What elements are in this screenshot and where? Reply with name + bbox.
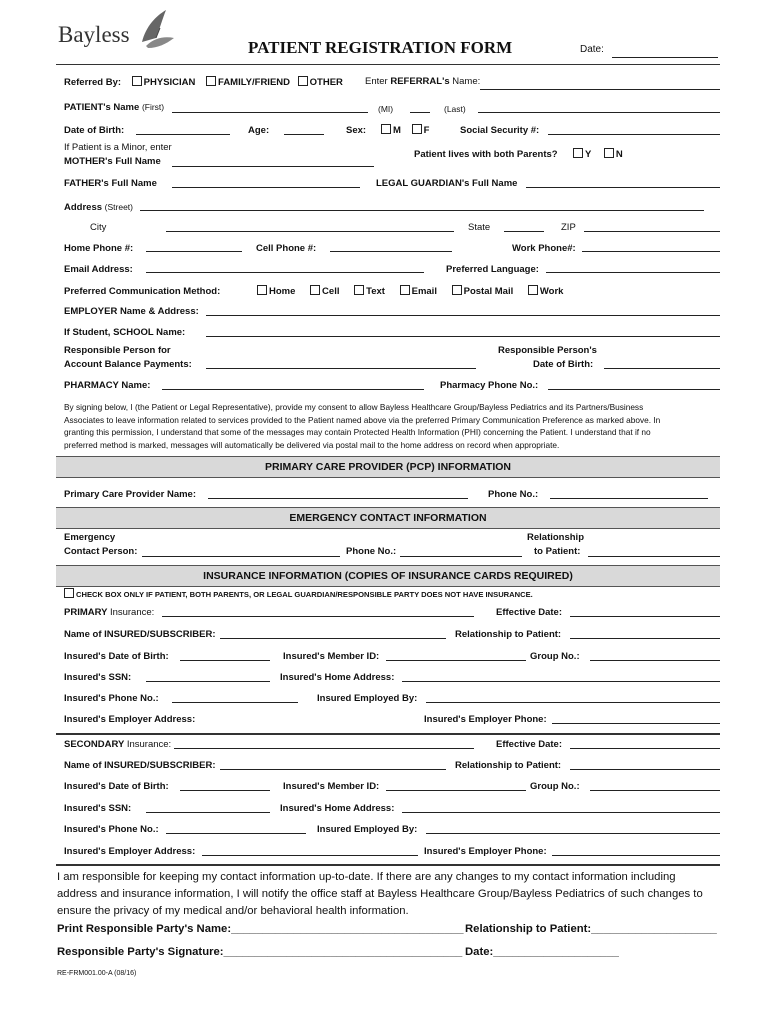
checkbox-icon[interactable]: [354, 285, 364, 295]
primary-insured-phone-label: Insured's Phone No.:: [64, 693, 159, 704]
emergency-phone-field[interactable]: [400, 556, 522, 557]
primary-insured-dob-field[interactable]: [180, 660, 270, 661]
zip-field[interactable]: [584, 231, 720, 232]
secondary-employer-address-field[interactable]: [202, 855, 418, 856]
mother-name-field[interactable]: [172, 166, 374, 167]
language-field[interactable]: [546, 272, 720, 273]
primary-group-label: Group No.:: [530, 651, 580, 662]
no-insurance-row: [64, 588, 533, 599]
secondary-relationship-label: Relationship to Patient:: [455, 760, 562, 771]
minor-label: If Patient is a Minor, enter: [64, 142, 172, 153]
primary-effective-label: Effective Date:: [496, 607, 562, 618]
checkbox-icon[interactable]: [452, 285, 462, 295]
primary-member-id-field[interactable]: [386, 660, 526, 661]
home-phone-label: Home Phone #:: [64, 243, 134, 254]
checkbox-icon[interactable]: [132, 76, 142, 86]
signature-field[interactable]: Responsible Party's Signature:______________________________________: [57, 946, 463, 958]
primary-employed-by-label: Insured Employed By:: [317, 693, 418, 704]
patient-name-label: PATIENT's Name (First): [64, 102, 165, 113]
comm-method-label: Preferred Communication Method:: [64, 286, 221, 297]
primary-employer-phone-field[interactable]: [552, 723, 720, 724]
secondary-insured-name-field[interactable]: [220, 769, 446, 770]
secondary-member-id-label: Insured's Member ID:: [283, 781, 380, 792]
sex-m-option[interactable]: M: [381, 125, 401, 136]
checkbox-icon[interactable]: [573, 148, 583, 158]
patient-last-name-field[interactable]: [478, 112, 720, 113]
pcp-phone-label: Phone No.:: [488, 489, 539, 500]
secondary-insurance-label: SECONDARY Insurance:: [64, 739, 172, 750]
email-label: Email Address:: [64, 264, 133, 275]
both-parents-no[interactable]: N: [604, 149, 623, 160]
pcp-name-field[interactable]: [208, 498, 468, 499]
both-parents-yes[interactable]: Y: [573, 149, 591, 160]
checkbox-icon[interactable]: [400, 285, 410, 295]
cell-phone-field[interactable]: [330, 251, 452, 252]
patient-ssn-field[interactable]: [548, 134, 720, 135]
primary-relationship-field[interactable]: [570, 638, 720, 639]
primary-effective-field[interactable]: [570, 616, 720, 617]
primary-home-address-field[interactable]: [402, 681, 720, 682]
language-label: Preferred Language:: [446, 264, 539, 275]
secondary-relationship-field[interactable]: [570, 769, 720, 770]
employer-label: EMPLOYER Name & Address:: [64, 306, 199, 317]
primary-employer-phone-label: Insured's Employer Phone:: [424, 714, 547, 725]
mother-name-label: MOTHER's Full Name: [64, 156, 161, 167]
father-name-field[interactable]: [172, 187, 360, 188]
dob-label: Date of Birth:: [64, 125, 125, 136]
sig-relationship-field[interactable]: Relationship to Patient:____________________: [465, 923, 717, 935]
comm-email-option[interactable]: Email: [400, 286, 437, 297]
primary-employer-address-label: Insured's Employer Address:: [64, 714, 196, 725]
butterfly-icon: [136, 8, 178, 50]
no-insurance-note: CHECK BOX ONLY IF PATIENT, BOTH PARENTS, OR LEGAL GUARDIAN/RESPONSIBLE PARTY DOES NOT HAVE INSURANCE.: [76, 590, 533, 599]
primary-insurance-label: PRIMARY Insurance:: [64, 607, 155, 618]
option-other[interactable]: OTHER: [298, 77, 343, 88]
employer-field[interactable]: [206, 315, 720, 316]
comm-home-option[interactable]: Home: [257, 286, 295, 297]
option-physician[interactable]: PHYSICIAN: [132, 77, 196, 88]
comm-text-option[interactable]: Text: [354, 286, 385, 297]
pharmacy-label: PHARMACY Name:: [64, 380, 151, 391]
emergency-relationship-field[interactable]: [588, 556, 720, 557]
emergency-rel-label-2: to Patient:: [534, 546, 581, 557]
work-phone-field[interactable]: [582, 251, 720, 252]
checkbox-icon[interactable]: [298, 76, 308, 86]
secondary-member-id-field[interactable]: [386, 790, 526, 791]
secondary-insurance-field[interactable]: [174, 748, 474, 749]
referred-by-label: Referred By:: [64, 77, 122, 88]
header-divider: [56, 64, 720, 65]
pcp-name-label: Primary Care Provider Name:: [64, 489, 197, 500]
emergency-label-1: Emergency: [64, 532, 116, 543]
closing-paragraph: I am responsible for keeping my contact information up-to-date. If there are any changes to my contact information including address and insurance information, I will notify the office staff at Bayless Healthcare Group/Bayless Pediatrics of such changes to ensure the privacy of my medical and/or behavioral health information.: [57, 871, 703, 917]
secondary-effective-label: Effective Date:: [496, 739, 562, 750]
primary-group-field[interactable]: [590, 660, 720, 661]
insurance-section-header: INSURANCE INFORMATION (COPIES OF INSURANCE CARDS REQUIRED): [56, 565, 720, 587]
address-label: Address (Street): [64, 202, 133, 213]
pcp-phone-field[interactable]: [550, 498, 708, 499]
primary-insured-ssn-label: Insured's SSN:: [64, 672, 132, 683]
secondary-insured-name-label: Name of INSURED/SUBSCRIBER:: [64, 760, 216, 771]
father-name-label: FATHER's Full Name: [64, 178, 157, 189]
comm-cell-option[interactable]: Cell: [310, 286, 339, 297]
sex-f-option[interactable]: F: [412, 125, 430, 136]
primary-member-id-label: Insured's Member ID:: [283, 651, 380, 662]
both-parents-label: Patient lives with both Parents?: [414, 149, 558, 160]
secondary-insured-dob-field[interactable]: [180, 790, 270, 791]
both-parents-options: [573, 148, 623, 160]
primary-home-address-label: Insured's Home Address:: [280, 672, 395, 683]
city-field[interactable]: [166, 231, 454, 232]
mi-label: (MI): [378, 104, 394, 114]
secondary-effective-field[interactable]: [570, 748, 720, 749]
state-label: State: [468, 222, 491, 233]
secondary-home-address-label: Insured's Home Address:: [280, 803, 395, 814]
responsible-dob-label-1: Responsible Person's: [498, 345, 597, 356]
zip-label: ZIP: [561, 222, 576, 233]
secondary-insured-phone-field[interactable]: [166, 833, 306, 834]
secondary-insured-ssn-field[interactable]: [146, 812, 270, 813]
secondary-employed-by-field[interactable]: [426, 833, 720, 834]
comm-postal-option[interactable]: Postal Mail: [452, 286, 514, 297]
secondary-group-label: Group No.:: [530, 781, 580, 792]
form-code: RE-FRM001.00-A (08/16): [57, 970, 137, 977]
city-label: City: [90, 222, 107, 233]
checkbox-icon[interactable]: [310, 285, 320, 295]
referral-name-label: Enter REFERRAL's Name:: [365, 76, 481, 87]
patient-first-name-field[interactable]: [172, 112, 368, 113]
secondary-employer-phone-label: Insured's Employer Phone:: [424, 846, 547, 857]
date-label: Date:: [580, 44, 604, 55]
form-title: PATIENT REGISTRATION FORM: [248, 38, 513, 57]
responsible-person-label-2: Account Balance Payments:: [64, 359, 192, 370]
secondary-insured-ssn-label: Insured's SSN:: [64, 803, 132, 814]
email-field[interactable]: [146, 272, 424, 273]
address-street-field[interactable]: [140, 210, 704, 211]
referred-by-row: [64, 76, 343, 88]
checkbox-icon[interactable]: [604, 148, 614, 158]
cell-phone-label: Cell Phone #:: [256, 243, 317, 254]
emergency-section-header: EMERGENCY CONTACT INFORMATION: [56, 507, 720, 529]
emergency-label-2: Contact Person:: [64, 546, 138, 557]
pharmacy-phone-label: Pharmacy Phone No.:: [440, 380, 539, 391]
emergency-rel-label-1: Relationship: [527, 532, 585, 543]
checkbox-icon[interactable]: [412, 124, 422, 134]
sex-label: Sex:: [346, 125, 367, 136]
home-phone-field[interactable]: [146, 251, 242, 252]
ssn-label: Social Security #:: [460, 125, 540, 136]
primary-employed-by-field[interactable]: [426, 702, 720, 703]
primary-insured-ssn-field[interactable]: [146, 681, 270, 682]
primary-insured-dob-label: Insured's Date of Birth:: [64, 651, 169, 662]
primary-relationship-label: Relationship to Patient:: [455, 629, 562, 640]
secondary-insured-phone-label: Insured's Phone No.:: [64, 824, 159, 835]
comm-work-option[interactable]: Work: [528, 286, 564, 297]
patient-dob-field[interactable]: [136, 134, 230, 135]
print-name-field[interactable]: Print Responsible Party's Name:_____________________________________: [57, 923, 464, 935]
responsible-dob-label-2: Date of Birth:: [533, 359, 594, 370]
school-field[interactable]: [206, 336, 720, 337]
age-label: Age:: [248, 125, 270, 136]
secondary-employer-address-label: Insured's Employer Address:: [64, 846, 196, 857]
primary-insurance-field[interactable]: [162, 616, 474, 617]
guardian-name-label: LEGAL GUARDIAN's Full Name: [376, 178, 518, 189]
state-field[interactable]: [504, 231, 544, 232]
secondary-insured-dob-label: Insured's Date of Birth:: [64, 781, 169, 792]
secondary-employer-phone-field[interactable]: [552, 855, 720, 856]
checkbox-icon[interactable]: [381, 124, 391, 134]
responsible-person-label-1: Responsible Person for: [64, 345, 171, 356]
secondary-group-field[interactable]: [590, 790, 720, 791]
sex-options: [381, 124, 429, 136]
responsible-person-field[interactable]: [206, 368, 476, 369]
logo-text: Bayless: [58, 22, 130, 47]
patient-mi-field[interactable]: [410, 112, 430, 113]
sig-date-field[interactable]: Date:____________________: [465, 946, 619, 958]
no-insurance-checkbox[interactable]: [64, 588, 74, 598]
responsible-dob-field[interactable]: [604, 368, 720, 369]
pcp-section-header: PRIMARY CARE PROVIDER (PCP) INFORMATION: [56, 456, 720, 478]
last-label: (Last): [444, 104, 466, 114]
primary-insured-phone-field[interactable]: [172, 702, 298, 703]
secondary-home-address-field[interactable]: [402, 812, 720, 813]
emergency-phone-label: Phone No.:: [346, 546, 397, 557]
emergency-contact-field[interactable]: [142, 556, 340, 557]
work-phone-label: Work Phone#:: [512, 243, 576, 254]
consent-paragraph: By signing below, I (the Patient or Legal Representative), provide my consent to allow Bayless Healthcare Group/Bayless Pediatrics and its Partners/Business Associates to leave information related to services provided to the Patient named above via the preferred Primary Communication Preference as marked above. In granting this permission, I understand that some of the messages may contain Protected Health Information (PHI) concerning the Patient. I understand that if no preferred method is marked, messages will automatically be delivered via postal mail to the home address on record when appropriate.: [64, 402, 661, 450]
primary-insured-name-field[interactable]: [220, 638, 446, 639]
closing-divider: [56, 864, 720, 866]
checkbox-icon[interactable]: [206, 76, 216, 86]
pharmacy-phone-field[interactable]: [548, 389, 720, 390]
date-field[interactable]: [612, 57, 718, 58]
school-label: If Student, SCHOOL Name:: [64, 327, 186, 338]
patient-age-field[interactable]: [284, 134, 324, 135]
guardian-name-field[interactable]: [526, 187, 720, 188]
bayless-logo: [58, 22, 130, 48]
pharmacy-field[interactable]: [162, 389, 424, 390]
comm-method-options: [257, 285, 563, 297]
secondary-employed-by-label: Insured Employed By:: [317, 824, 418, 835]
primary-insured-name-label: Name of INSURED/SUBSCRIBER:: [64, 629, 216, 640]
checkbox-icon[interactable]: [257, 285, 267, 295]
referral-name-field[interactable]: [480, 89, 720, 90]
checkbox-icon[interactable]: [528, 285, 538, 295]
option-family-friend[interactable]: FAMILY/FRIEND: [206, 77, 290, 88]
insurance-divider: [56, 733, 720, 735]
